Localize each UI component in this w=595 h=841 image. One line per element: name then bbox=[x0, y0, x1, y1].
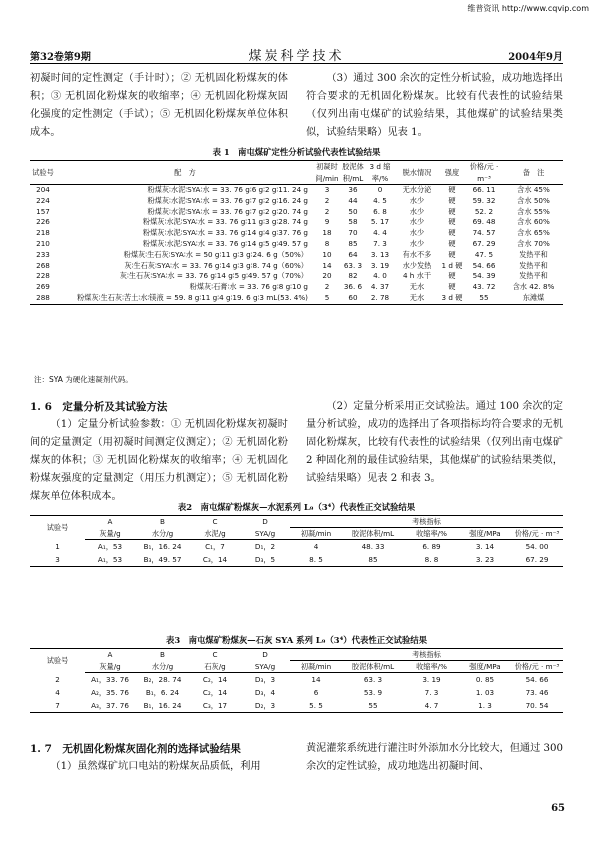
cell: 82 bbox=[348, 271, 358, 281]
cell: B₁，16. 24 bbox=[143, 701, 182, 710]
cell: 硬 bbox=[448, 282, 456, 292]
table-row bbox=[30, 239, 563, 250]
table-row bbox=[30, 185, 563, 196]
running-header bbox=[30, 45, 563, 64]
cell: 水少 bbox=[409, 228, 425, 238]
table2-header-indicators: 考核指标 bbox=[290, 516, 563, 528]
cell: 54. 66 bbox=[472, 260, 496, 270]
cell: 20 bbox=[322, 271, 332, 281]
table2-header-d: D bbox=[262, 517, 268, 527]
cell: 硬 bbox=[448, 195, 456, 205]
section-1-7-right bbox=[306, 740, 563, 776]
volume-issue: 第32卷第9期 bbox=[30, 52, 91, 63]
table-row bbox=[30, 293, 563, 304]
cell: 3 bbox=[324, 185, 330, 194]
table3-header-c-unit: 石灰/g bbox=[190, 661, 240, 673]
cell: 7. 3 bbox=[373, 238, 387, 248]
cell: 2 bbox=[55, 674, 60, 684]
cell: 水少 bbox=[409, 238, 425, 248]
cell: C₁，7 bbox=[205, 542, 225, 551]
cell: B₂，28. 74 bbox=[143, 675, 182, 684]
table-row bbox=[30, 686, 563, 699]
cell: 粉煤灰∶水泥∶SYA∶水 = 33. 76 g∶7 g∶2 g∶16. 24 g bbox=[147, 195, 308, 205]
cell: 3. 19 bbox=[422, 675, 441, 684]
cell: A₁，33. 76 bbox=[91, 675, 129, 684]
cell: 3. 19 bbox=[370, 260, 390, 270]
cell: 85 bbox=[348, 238, 358, 248]
table-row bbox=[30, 261, 563, 272]
table2-header-k2: 胶泥体积/mL bbox=[342, 528, 404, 540]
table3-header-k2: 胶泥体积/mL bbox=[342, 661, 404, 673]
cell: 0. 85 bbox=[475, 675, 495, 684]
table3-header-row-2 bbox=[30, 661, 563, 673]
cell: 204 bbox=[36, 185, 50, 194]
cell: 69. 48 bbox=[472, 217, 496, 227]
section-1-6 bbox=[30, 398, 288, 506]
cell: 43. 72 bbox=[472, 282, 496, 292]
cell: 210 bbox=[36, 238, 50, 248]
table-row bbox=[30, 250, 563, 261]
cell: 3. 14 bbox=[475, 542, 495, 551]
cell: 269 bbox=[36, 282, 50, 292]
table-row bbox=[30, 228, 563, 239]
cell: 54. 66 bbox=[525, 675, 549, 684]
table3-header-d-unit: SYA/g bbox=[240, 661, 290, 673]
table3-header-k4: 强度/MPa bbox=[459, 661, 511, 673]
cell: 水少 bbox=[409, 217, 425, 227]
cell: 58 bbox=[348, 217, 358, 227]
table3-header-k5: 价格/元 · m⁻³ bbox=[511, 661, 563, 673]
section-1-6-right bbox=[306, 398, 563, 488]
cell: B₃，49. 57 bbox=[143, 555, 182, 564]
cell: 4 bbox=[55, 688, 60, 697]
table1-header-dewater: 脱水情况 bbox=[394, 161, 440, 185]
cell: 85 bbox=[368, 555, 378, 564]
cell: 发热平和 bbox=[519, 249, 548, 259]
cell: 55 bbox=[368, 701, 378, 710]
table3-header-b-unit: 水分/g bbox=[135, 661, 190, 673]
table2-header-no: 试验号 bbox=[46, 523, 69, 533]
table3-caption: 表3 南屯煤矿粉煤灰—石灰 SYA 系列 L₉（3⁴）代表性正交试验结果 bbox=[166, 635, 427, 645]
cell: 含水 65% bbox=[517, 228, 550, 238]
table2-header-d-unit: SYA/g bbox=[240, 528, 290, 540]
cell: 228 bbox=[36, 271, 50, 281]
cell: 硬 bbox=[448, 249, 456, 259]
table1-header-time: 初凝时间/min bbox=[315, 162, 339, 183]
cell: 硬 bbox=[448, 238, 456, 248]
cell: 粉煤灰∶生石灰∶苦土∶水∶镁液 = 59. 8 g∶11 g∶4 g∶19. 6 g∶3 mL(53. 4%) bbox=[77, 292, 308, 302]
table1-header-remark: 备 注 bbox=[504, 161, 563, 185]
cell: 48. 33 bbox=[361, 542, 385, 551]
cell: 67. 29 bbox=[525, 555, 549, 564]
top-left-paragraph bbox=[30, 70, 288, 142]
cell: 74. 57 bbox=[472, 228, 496, 238]
cell: 44 bbox=[348, 195, 358, 205]
cell: 54. 00 bbox=[525, 542, 549, 551]
cell: 6. 89 bbox=[422, 542, 441, 551]
table3-header-k1: 初凝/min bbox=[290, 661, 342, 673]
top-left-text: 初凝时间的定性测定（手计时）；② 无机固化粉煤灰的体积；③ 无机固化粉煤灰的收缩率；④ 无机固化粉煤灰固化强度的定性测定（手试）；⑤ 无机固化粉煤灰单位体积成本。 bbox=[30, 73, 288, 138]
cell: 1 d 硬 bbox=[441, 260, 463, 270]
cell: D₁，2 bbox=[254, 542, 276, 551]
cell: 6. 8 bbox=[373, 206, 387, 216]
cell: 硬 bbox=[448, 206, 456, 216]
cell: 3. 13 bbox=[370, 249, 390, 259]
cell: 5. 17 bbox=[370, 217, 390, 227]
cell: 4. 7 bbox=[424, 701, 439, 710]
cell: 36. 6 bbox=[343, 282, 363, 292]
table-row bbox=[30, 207, 563, 218]
cell: 发热平和 bbox=[519, 271, 548, 281]
table3-header-indicators: 考核指标 bbox=[290, 649, 563, 661]
cell: 发热平和 bbox=[519, 260, 548, 270]
cell: 2 bbox=[324, 282, 330, 292]
cell: 36 bbox=[348, 185, 358, 194]
cell: A₁，53 bbox=[97, 542, 123, 551]
cell: 60 bbox=[348, 292, 358, 302]
cell: D₃，5 bbox=[254, 555, 276, 564]
cell: 64 bbox=[348, 249, 358, 259]
cell: 含水 60% bbox=[517, 217, 550, 227]
cell: 226 bbox=[36, 217, 50, 227]
cell: 含水 50% bbox=[517, 195, 550, 205]
table1 bbox=[30, 160, 563, 305]
table-row bbox=[30, 699, 563, 713]
cell: 硬 bbox=[448, 217, 456, 227]
cell: 50 bbox=[348, 206, 358, 216]
cell: 7. 3 bbox=[424, 688, 439, 697]
table2-header-a: A bbox=[107, 517, 113, 527]
table2-header-c-unit: 水泥/g bbox=[190, 528, 240, 540]
table1-header-row bbox=[30, 161, 563, 185]
cell: 4. 0 bbox=[373, 271, 387, 281]
cell: D₃，4 bbox=[254, 688, 276, 697]
cell: 灰∶生石灰∶SYA∶水 = 33. 76 g∶14 g∶3 g∶8. 74 g（60%） bbox=[124, 260, 308, 270]
table-row bbox=[30, 196, 563, 207]
cell: 47. 5 bbox=[474, 249, 494, 259]
cell: 288 bbox=[36, 292, 50, 302]
table3-header-c: C bbox=[212, 650, 218, 660]
cell: B₁，16. 24 bbox=[143, 542, 182, 551]
cell: 硬 bbox=[448, 185, 456, 194]
cell: 3. 23 bbox=[475, 555, 495, 564]
cell: 4 bbox=[313, 542, 319, 551]
cell: 268 bbox=[36, 260, 50, 270]
cell: 有水不多 bbox=[402, 249, 432, 259]
cell: 233 bbox=[36, 249, 50, 259]
section-1-6-paragraph-2: （2）定量分析采用正交试验法。通过 100 余次的定量分析试验，成功的选择出了各项指标均符合要求的无机固化粉煤灰，比较有代表性的试验结果（仅列出南屯煤矿 2 种固化剂的最佳试验结果，其他煤矿的试验结果类似，试验结果略）见表 2 和表 3。 bbox=[306, 401, 563, 484]
table-row bbox=[30, 217, 563, 228]
table3-header-no: 试验号 bbox=[46, 656, 69, 666]
table2-header-k3: 收缩率/% bbox=[404, 528, 459, 540]
cell: 5 bbox=[324, 292, 330, 302]
cell: 4 h 水干 bbox=[402, 271, 432, 281]
journal-title: 煤炭科学技术 bbox=[248, 49, 345, 64]
table3-header-d: D bbox=[262, 650, 268, 660]
cell: C₂，14 bbox=[202, 688, 228, 697]
cell: C₃，14 bbox=[202, 555, 228, 564]
cell: C₃，17 bbox=[202, 701, 228, 710]
cell: 粉煤灰∶水泥∶SYA∶水 = 33. 76 g∶11 g∶3 g∶28. 74 g bbox=[142, 217, 308, 227]
cell: 70. 54 bbox=[525, 701, 549, 710]
cell: 粉煤灰∶水泥∶SYA∶水 = 33. 76 g∶7 g∶2 g∶20. 74 g bbox=[147, 206, 308, 216]
table2-header-b-unit: 水分/g bbox=[135, 528, 190, 540]
cell: A₁，53 bbox=[97, 555, 123, 564]
cell: 3 d 硬 bbox=[441, 292, 463, 302]
table-row bbox=[30, 271, 563, 282]
cell: 218 bbox=[36, 228, 50, 238]
cell: 5. 5 bbox=[309, 701, 323, 710]
table2-header-a-unit: 灰量/g bbox=[85, 528, 135, 540]
cell: 1. 03 bbox=[475, 688, 495, 697]
cell: 10 bbox=[322, 249, 332, 259]
cell: 53. 9 bbox=[363, 688, 383, 697]
cell: 67. 29 bbox=[472, 238, 496, 248]
table3-header-a: A bbox=[107, 650, 113, 660]
cell: D₃，3 bbox=[254, 675, 276, 684]
issue-date: 2004年9月 bbox=[508, 52, 563, 63]
cell: 2. 78 bbox=[370, 292, 390, 302]
section-1-6-title: 1. 6 定量分析及其试验方法 bbox=[30, 401, 168, 413]
cell: 52. 2 bbox=[474, 206, 494, 216]
table3-header-k3: 收缩率/% bbox=[404, 661, 459, 673]
cell: D₂，3 bbox=[254, 701, 276, 710]
cell: 粉煤灰∶水泥∶SYA∶水 = 33. 76 g∶14 g∶4 g∶37. 76 g bbox=[142, 228, 308, 238]
table3 bbox=[30, 648, 563, 713]
cell: 含水 55% bbox=[517, 206, 550, 216]
table1-header-shrink: 3 d 缩率/% bbox=[366, 161, 394, 185]
cell: 粉煤灰∶石膏∶水 = 33. 76 g∶8 g∶10 g bbox=[189, 282, 308, 292]
table-row bbox=[30, 282, 563, 293]
cell: 1 bbox=[55, 541, 60, 551]
cell: 4. 37 bbox=[370, 282, 390, 292]
cell: 无水 bbox=[409, 292, 425, 302]
cell: 66. 11 bbox=[472, 185, 496, 194]
cell: 4. 4 bbox=[373, 228, 387, 238]
table3-header-b: B bbox=[160, 650, 165, 660]
table1-header-price: 价格/元 · m⁻³ bbox=[464, 161, 504, 185]
cell: 灰∶生石灰∶SYA∶水 = 33. 76 g∶14 g∶5 g∶49. 57 g（70%） bbox=[119, 271, 308, 281]
table1-note: 注：SYA 为硬化速凝剂代码。 bbox=[34, 375, 133, 384]
cell: 8 bbox=[324, 238, 330, 248]
page-number: 65 bbox=[551, 803, 565, 814]
table1-caption: 表 1 南屯煤矿定性分析试验代表性试验结果 bbox=[212, 147, 381, 157]
table-row bbox=[30, 553, 563, 567]
table1-header-recipe: 配 方 bbox=[56, 161, 314, 185]
cell: 粉煤灰∶水泥∶SYA∶水 = 33. 76 g∶14 g∶5 g∶49. 57 g bbox=[142, 238, 308, 248]
section-1-7 bbox=[30, 740, 288, 776]
cell: 157 bbox=[36, 206, 50, 216]
cell: A₂，35. 76 bbox=[91, 688, 129, 697]
cell: 73. 46 bbox=[525, 688, 549, 697]
table2 bbox=[30, 515, 563, 567]
cell: 水少 bbox=[409, 206, 425, 216]
table1-header-no: 试验号 bbox=[30, 161, 56, 185]
cell: 18 bbox=[322, 228, 332, 238]
cell: 东滩煤 bbox=[522, 292, 545, 302]
cell: 1. 3 bbox=[478, 701, 492, 710]
table2-caption: 表2 南屯煤矿粉煤灰—水泥系列 L₉（3⁴）代表性正交试验结果 bbox=[177, 502, 416, 512]
section-1-7-paragraph-1: （1）虽然煤矿坑口电站的粉煤灰品质低，利用 bbox=[50, 761, 261, 772]
cell: 无水 bbox=[409, 282, 425, 292]
table2-header-c: C bbox=[212, 517, 218, 527]
table2-header-k1: 初凝/min bbox=[290, 528, 342, 540]
table1-header-strength: 强度 bbox=[440, 161, 464, 185]
cell: 6 bbox=[313, 688, 319, 697]
cell: 8. 8 bbox=[424, 555, 439, 564]
table2-header-k4: 强度/MPa bbox=[459, 528, 511, 540]
cell: 含水 42. 8% bbox=[512, 282, 555, 292]
cell: 含水 45% bbox=[517, 185, 550, 194]
cell: 7 bbox=[55, 701, 60, 710]
cell: 含水 70% bbox=[517, 238, 550, 248]
cell: B₁，6. 24 bbox=[145, 688, 180, 697]
section-1-7-title: 1. 7 无机固化粉煤灰固化剂的选择试验结果 bbox=[30, 743, 241, 755]
table1-header-vol: 胶泥体积/mL bbox=[340, 161, 366, 185]
table-row bbox=[30, 673, 563, 687]
cell: 粉煤灰∶生石灰∶SYA∶水 = 50 g∶11 g∶3 g∶24. 6 g（50%） bbox=[123, 249, 308, 259]
cell: 水少发热 bbox=[402, 260, 432, 270]
watermark: 维普资讯 http://www.cqvip.com bbox=[467, 4, 589, 13]
top-right-paragraph bbox=[306, 70, 563, 142]
cell: 9 bbox=[324, 217, 330, 227]
table-row bbox=[30, 540, 563, 554]
cell: 2 bbox=[324, 206, 330, 216]
cell: 54. 39 bbox=[472, 271, 496, 281]
cell: 59. 32 bbox=[472, 195, 496, 205]
section-1-6-paragraph-1: （1）定量分析试验参数：① 无机固化粉煤灰初凝时间的定量测定（用初凝时间测定仪测定）；② 无机固化粉煤灰的体积；③ 无机固化粉煤灰的收缩率；④ 无机固化粉煤灰强度的定量测定（用压力机测定）；⑤ 无机固化粉煤灰单位体积成本。 bbox=[30, 419, 288, 502]
cell: 63. 3 bbox=[363, 675, 383, 684]
table2-header-k5: 价格/元 · m⁻³ bbox=[511, 528, 563, 540]
cell: 14 bbox=[322, 260, 332, 270]
cell: 55 bbox=[479, 292, 489, 302]
table2-header-b: B bbox=[160, 517, 165, 527]
cell: C₂，14 bbox=[202, 675, 228, 684]
table3-header-a-unit: 灰量/g bbox=[85, 661, 135, 673]
cell: 硬 bbox=[448, 228, 456, 238]
table2-header-row-2 bbox=[30, 528, 563, 540]
cell: 4. 5 bbox=[373, 195, 387, 205]
cell: 224 bbox=[36, 195, 50, 205]
cell: 硬 bbox=[448, 271, 456, 281]
table3-header-row-1 bbox=[30, 649, 563, 661]
cell: 63. 3 bbox=[343, 260, 363, 270]
cell: 无水分泌 bbox=[402, 185, 432, 194]
cell: 粉煤灰∶水泥∶SYA∶水 = 33. 76 g∶6 g∶2 g∶11. 24 g bbox=[147, 185, 308, 194]
section-1-7-paragraph-2: 黄泥灌浆系统进行灌注时外添加水分比较大，但通过 300 余次的定性试验，成功地选出初凝时间、 bbox=[306, 743, 563, 772]
cell: 8. 5 bbox=[309, 555, 323, 564]
top-right-text: （3）通过 300 余次的定性分析试验，成功地选择出符合要求的无机固化粉煤灰。比较有代表性的试验结果（仅列出南屯煤矿的试验结果，其他煤矿的试验结果类似，试验结果略）见表 1。 bbox=[306, 73, 563, 138]
cell: 70 bbox=[348, 228, 358, 238]
table2-header-row-1 bbox=[30, 516, 563, 528]
cell: 3 bbox=[55, 555, 60, 564]
cell: A₃，37. 76 bbox=[91, 701, 129, 710]
cell: 14 bbox=[311, 675, 321, 684]
cell: 0 bbox=[377, 185, 383, 194]
cell: 2 bbox=[324, 195, 330, 205]
cell: 水少 bbox=[409, 195, 425, 205]
